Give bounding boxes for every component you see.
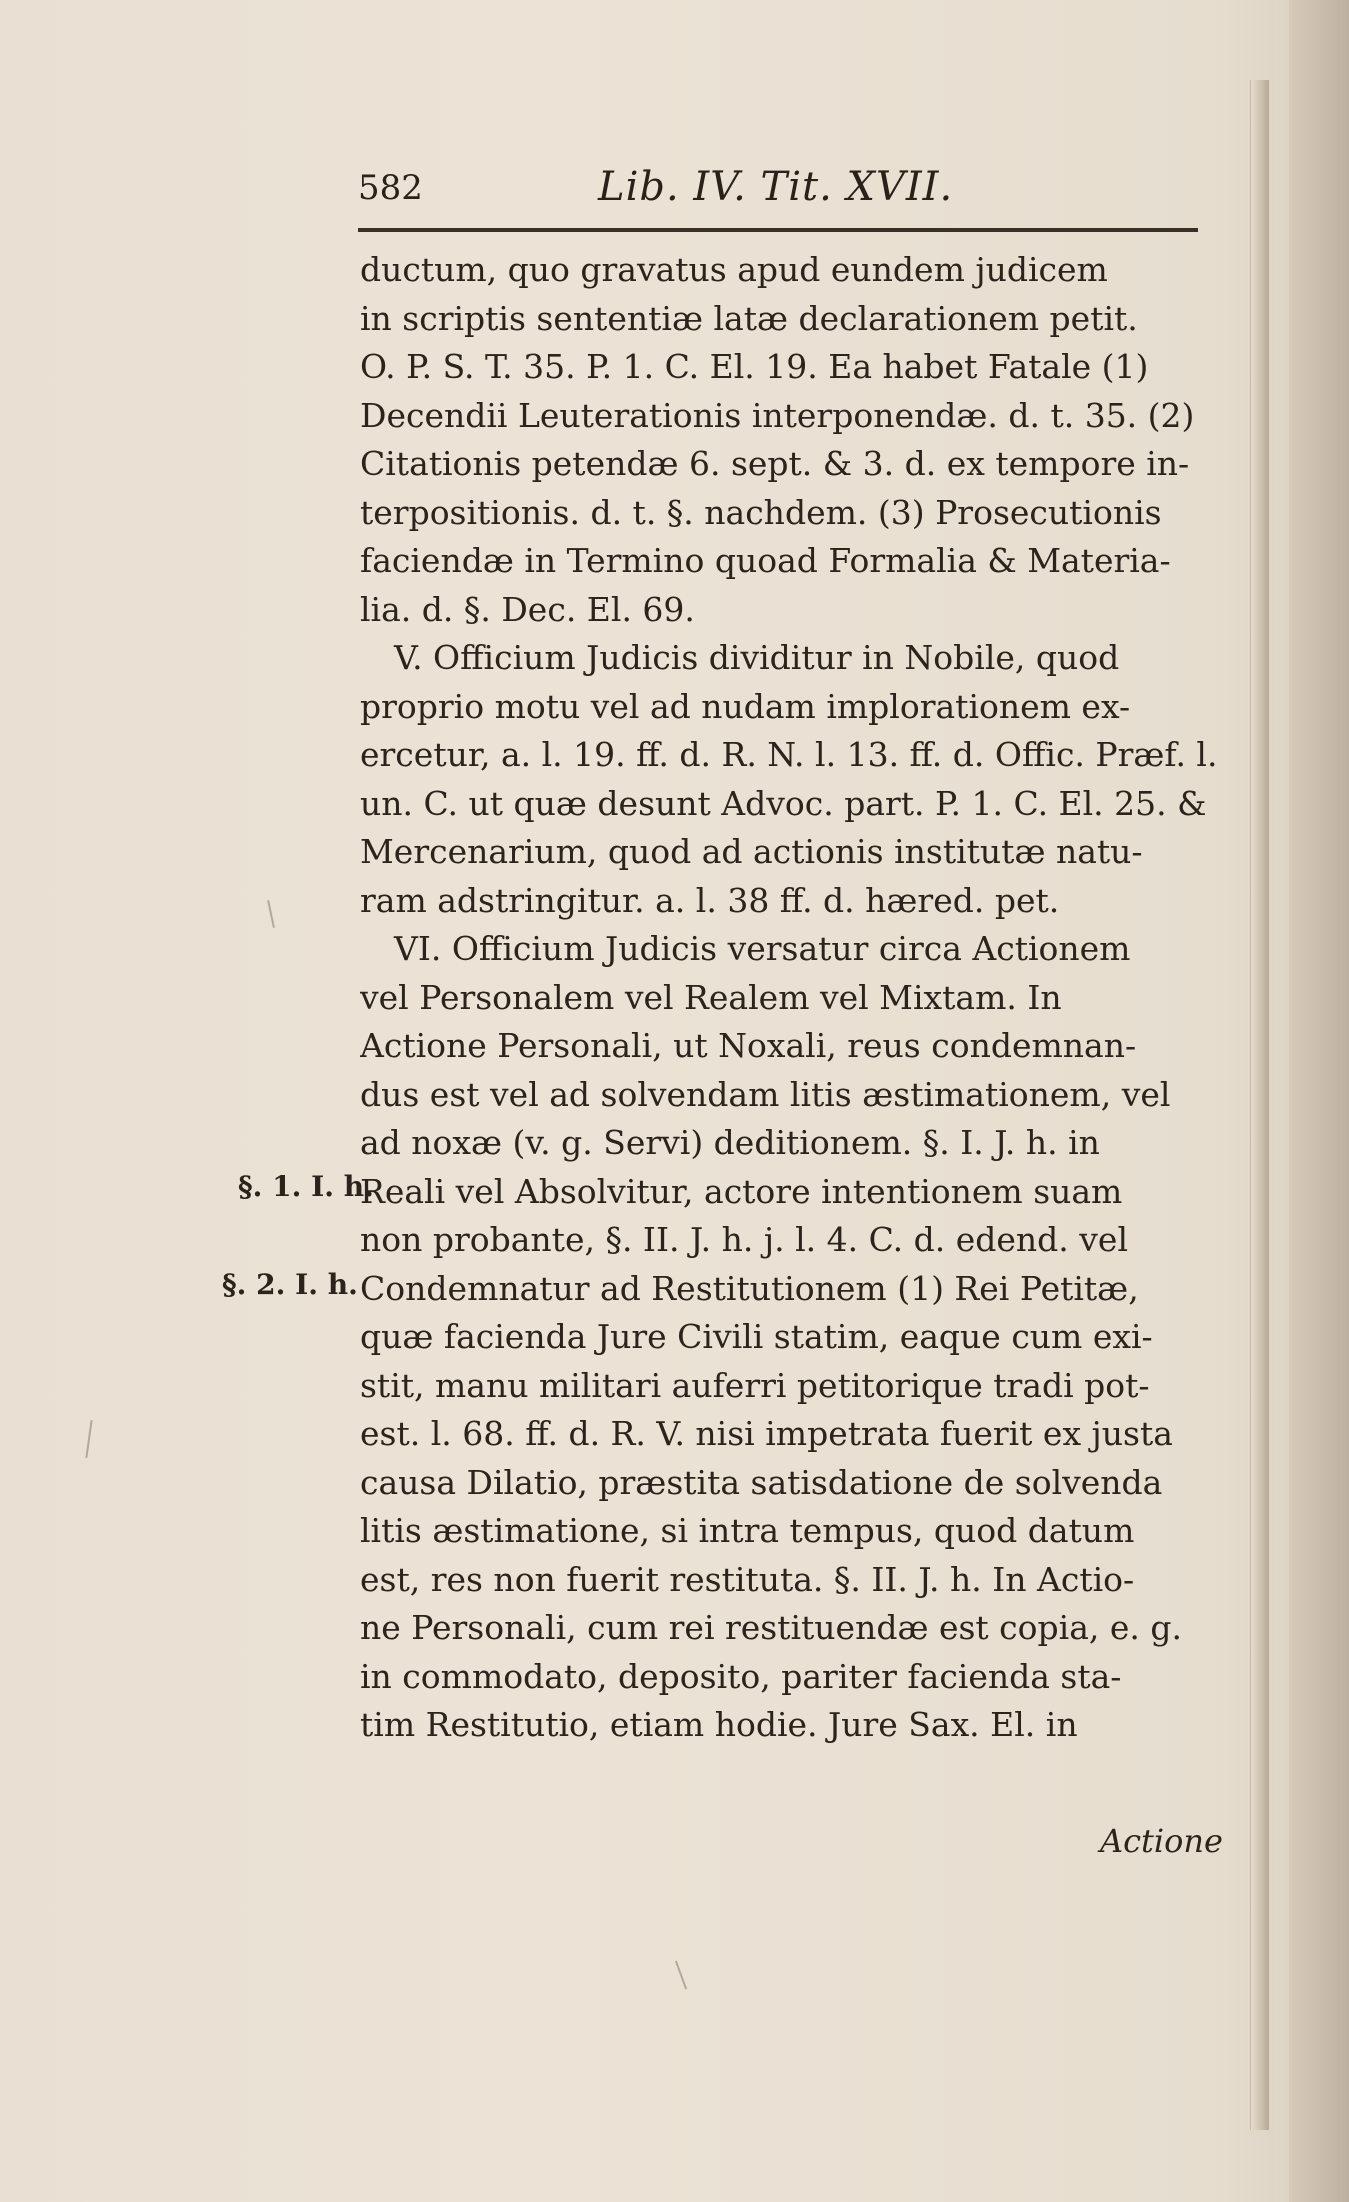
- text-line: ad noxæ (v. g. Servi) deditionem. §. I. J. h. in: [360, 1123, 1100, 1162]
- page-number: 582: [358, 168, 423, 208]
- text-line: litis æstimatione, si intra tempus, quod datum: [360, 1511, 1135, 1550]
- header-rule: [358, 228, 1198, 232]
- text-line: tim Restitutio, etiam hodie. Jure Sax. El. in: [360, 1705, 1078, 1744]
- text-line: ne Personali, cum rei restituendæ est copia, e. g.: [360, 1608, 1182, 1647]
- text-line: un. C. ut quæ desunt Advoc. part. P. 1. C. El. 25. &: [360, 783, 1207, 823]
- margin-note: §. 2. I. h.: [222, 1268, 358, 1301]
- text-line: Decendii Leuterationis interponendæ. d. t. 35. (2): [360, 395, 1195, 435]
- text-line: in scriptis sententiæ latæ declarationem petit.: [360, 298, 1138, 338]
- text-line: est, res non fuerit restituta. §. II. J. h. In Actio-: [360, 1559, 1135, 1599]
- catchword: Actione: [1100, 1822, 1223, 1860]
- text-line: non probante, §. II. J. h. j. l. 4. C. d. edend. vel: [360, 1220, 1129, 1259]
- body-text: [360, 246, 1220, 1750]
- paragraph-v-start: V. Officium Judicis dividitur in Nobile, quod: [394, 638, 1120, 677]
- text-line: Citationis petendæ 6. sept. & 3. d. ex tempore in-: [360, 444, 1190, 483]
- text-line: Reali vel Absolvitur, actore intentionem suam: [360, 1171, 1123, 1211]
- text-line: causa Dilatio, præstita satisdatione de solvenda: [360, 1462, 1163, 1502]
- text-line: Condemnatur ad Restitutionem (1) Rei Petitæ,: [360, 1268, 1139, 1308]
- text-line: proprio motu vel ad nudam implorationem ex-: [360, 686, 1131, 726]
- text-line: dus est vel ad solvendam litis æstimationem, vel: [360, 1074, 1171, 1114]
- text-line: faciendæ in Termino quoad Formalia & Materia-: [360, 541, 1171, 580]
- text-line: ductum, quo gravatus apud eundem judicem: [360, 250, 1108, 289]
- running-head: Lib. IV. Tit. XVII.: [598, 164, 954, 210]
- next-page-edge: [1250, 80, 1269, 2130]
- text-line: ercetur, a. l. 19. ff. d. R. N. l. 13. ff. d. Offic. Præf. l.: [360, 735, 1218, 774]
- text-line: stit, manu militari auferri petitorique tradi pot-: [360, 1365, 1150, 1405]
- text-line: vel Personalem vel Realem vel Mixtam. In: [360, 977, 1062, 1017]
- text-line: terpositionis. d. t. §. nachdem. (3) Prosecutionis: [360, 492, 1162, 532]
- text-line: in commodato, deposito, pariter facienda sta-: [360, 1656, 1122, 1696]
- page-header: [358, 160, 1198, 220]
- text-line: Actione Personali, ut Noxali, reus condemnan-: [360, 1026, 1137, 1065]
- paragraph-vi-start: VI. Officium Judicis versatur circa Actionem: [394, 929, 1131, 968]
- text-line: quæ facienda Jure Civili statim, eaque cum exi-: [360, 1317, 1153, 1356]
- text-line: ram adstringitur. a. l. 38 ff. d. hæred. pet.: [360, 880, 1060, 920]
- text-line: O. P. S. T. 35. P. 1. C. El. 19. Ea habet Fatale (1): [360, 347, 1149, 386]
- book-gutter: [1289, 0, 1349, 2202]
- text-line: est. l. 68. ff. d. R. V. nisi impetrata fuerit ex justa: [360, 1414, 1173, 1453]
- text-line: lia. d. §. Dec. El. 69.: [360, 589, 695, 629]
- margin-note: §. 1. I. h.: [238, 1170, 374, 1203]
- text-line: Mercenarium, quod ad actionis institutæ natu-: [360, 832, 1143, 871]
